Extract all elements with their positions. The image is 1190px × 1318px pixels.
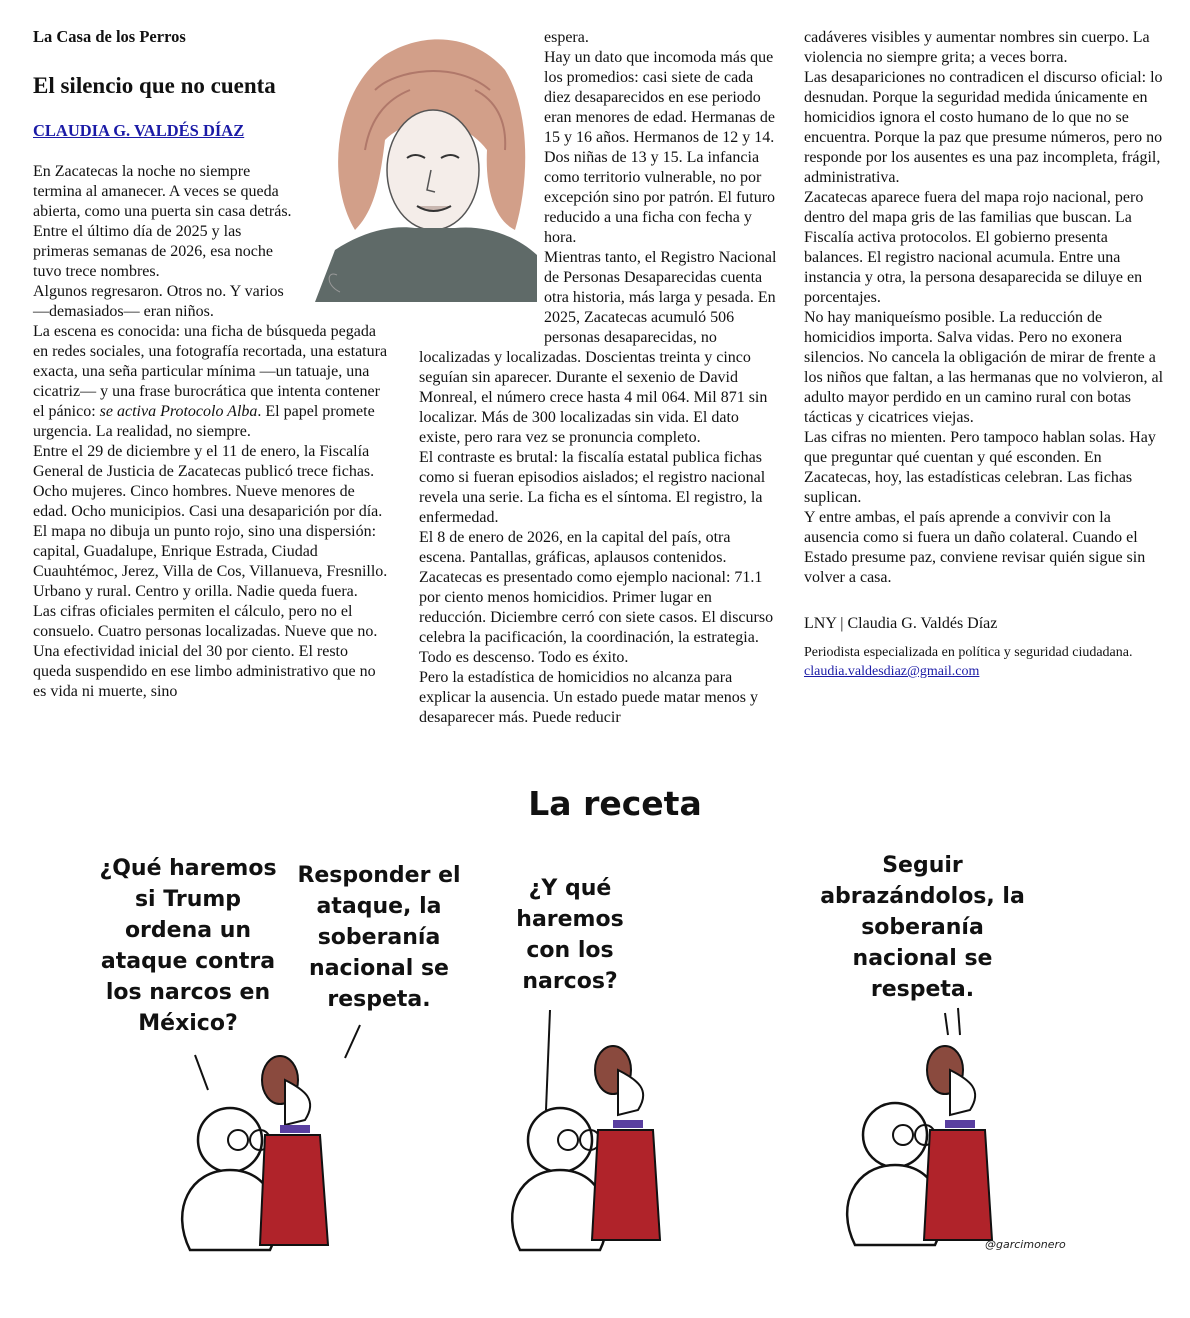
protocol-alba-phrase: se activa Protocolo Alba	[99, 403, 258, 420]
section-name: La Casa de los Perros	[33, 27, 186, 46]
paragraph: Algunos regresaron. Otros no. Y varios —demasiados— eran niños.	[33, 283, 284, 320]
author-email-link[interactable]: claudia.valdesdiaz@gmail.com	[804, 664, 980, 679]
author-bio: Periodista especializada en política y seguridad ciudadana.	[804, 645, 1133, 660]
paragraph: El contraste es brutal: la fiscalía estatal publica fichas como si fueran episodios aislados; el registro nacional revela una serie. La ficha es el síntoma. El registro, la enfermedad.	[419, 449, 766, 526]
cartoon-panel-1	[182, 1056, 328, 1250]
cartoon-panel-3	[847, 1046, 992, 1245]
paragraph: Hay un dato que incomoda más que los promedios: casi siete de cada diez desaparecidos en ese periodo eran menores de edad. Hermanas de 15 y 16 años. Hermanos de 12 y 14. Dos niñas de 13 y 15. La infancia como territorio vulnerable, no por excepción sino por patrón. El futuro reducido a una ficha con fecha y hora.	[544, 49, 776, 246]
article-column-3	[804, 28, 1164, 681]
paragraph: Zacatecas aparece fuera del mapa rojo nacional, pero dentro del mapa gris de las familias que buscan. La Fiscalía activa protocolos. El gobierno presenta balances. El registro nacional acumula. Entre una instancia y otra, la persona desaparecida se diluye en porcentajes.	[804, 189, 1144, 306]
paragraph: cadáveres visibles y aumentar nombres sin cuerpo. La violencia no siempre grita; a veces borra.	[804, 29, 1150, 66]
headline: El silencio que no cuenta	[33, 73, 276, 98]
cartoon-panel-2	[512, 1046, 660, 1250]
paragraph: No hay maniqueísmo posible. La reducción de homicidios importa. Salva vidas. Pero no exonera silencios. No cancela la obligación de mirar de frente a los niños que faltan, a las hermanas que no volvieron, al adulto mayor perdido en un camino rural con botas tácticas y cicatrices viejas.	[804, 309, 1164, 426]
paragraph: Las cifras no mienten. Pero tampoco hablan solas. Hay que preguntar qué cuentan y qué esconden. En Zacatecas, hoy, las estadísticas celebran. Las fichas suplican.	[804, 429, 1156, 506]
author-signature: LNY | Claudia G. Valdés Díaz	[804, 615, 998, 632]
paragraph: Las cifras oficiales permiten el cálculo, pero no el consuelo. Cuatro personas localizadas. Nueve que no. Una efectividad inicial del 30 por ciento. El resto queda suspendido en ese limbo administrativo que no es vida ni muerte, sino	[33, 603, 378, 700]
article-column-2	[419, 28, 781, 728]
paragraph: El 8 de enero de 2026, en la capital del país, otra escena. Pantallas, gráficas, aplausos contenidos. Zacatecas es presentado como ejemplo nacional: 71.1 por ciento menos homicidios. Primer lugar en reducción. Diciembre cerró con siete casos. El discurso celebra la pacificación, la coordinación, la estrategia. Todo es descenso. Todo es éxito.	[419, 529, 774, 666]
speech-bubble-answer-sovereignty: Responder el ataque, la soberanía nacional se respeta.	[297, 863, 461, 1012]
speech-bubble-question-narcos: ¿Y qué haremos con los narcos?	[516, 876, 624, 994]
paragraph: Y entre ambas, el país aprende a convivir con la ausencia como si fuera un daño colateral. Cuando el Estado presume paz, conviene revisar quién sigue sin volver a casa.	[804, 509, 1146, 586]
paragraph: Mientras tanto, el Registro Nacional de Personas Desaparecidas cuenta otra historia, más larga y pesada. En 2025, Zacatecas acumuló 506 personas desaparecidas, no localizadas y localizadas. Doscientas treinta y cinco seguían sin aparecer. Durante el sexenio de David Monreal, el número crece hasta 4 mil 064. Mil 871 sin localizar. Más de 300 localizadas sin vida. El dato existe, pero rara vez se pronuncia completo.	[419, 249, 777, 446]
paragraph: Las desapariciones no contradicen el discurso oficial: lo desnudan. Porque la seguridad medida únicamente en homicidios ignora el costo humano de lo que no se encuentra. Porque la paz que presume números, pero no responde por los ausentes es una paz incompleta, frágil, administrativa.	[804, 69, 1163, 186]
paragraph: En Zacatecas la noche no siempre termina al amanecer. A veces se queda abierta, como una puerta sin casa detrás. Entre el último día de 2025 y las primeras semanas de 2026, esa noche tuvo trece nombres.	[33, 163, 292, 280]
cartoon-title: La receta	[528, 784, 702, 823]
paragraph: espera.	[544, 29, 589, 46]
paragraph: La escena es conocida: una ficha de búsqueda pegada en redes sociales, una fotografía recortada, una estatura exacta, una seña particular mínima —un tatuaje, una cicatriz— y una frase burocrática que intenta contener el pánico: se activa Protocolo Alba. El papel promete urgencia. La realidad, no siempre.	[33, 323, 388, 440]
paragraph: Entre el 29 de diciembre y el 11 de enero, la Fiscalía General de Justicia de Zacatecas publicó trece fichas. Ocho mujeres. Cinco hombres. Nueve menores de edad. Ocho municipios. Casi una desaparición por día. El mapa no dibuja un punto rojo, sino una dispersión: capital, Guadalupe, Enrique Estrada, Ciudad Cuauhtémoc, Jerez, Villa de Cos, Villanueva, Fresnillo. Urbano y rural. Centro y orilla. Nadie queda fuera.	[33, 443, 388, 600]
speech-bubble-question-trump: ¿Qué haremos si Trump ordena un ataque contra los narcos en México?	[99, 856, 277, 1036]
author-link[interactable]: CLAUDIA G. VALDÉS DÍAZ	[33, 121, 245, 140]
cartoonist-signature: @garcimonero	[985, 1238, 1066, 1251]
paragraph: Pero la estadística de homicidios no alcanza para explicar la ausencia. Un estado puede matar menos y desaparecer más. Puede reducir	[419, 669, 758, 726]
speech-bubble-answer-hugs: Seguir abrazándolos, la soberanía nacional se respeta.	[820, 853, 1025, 1002]
